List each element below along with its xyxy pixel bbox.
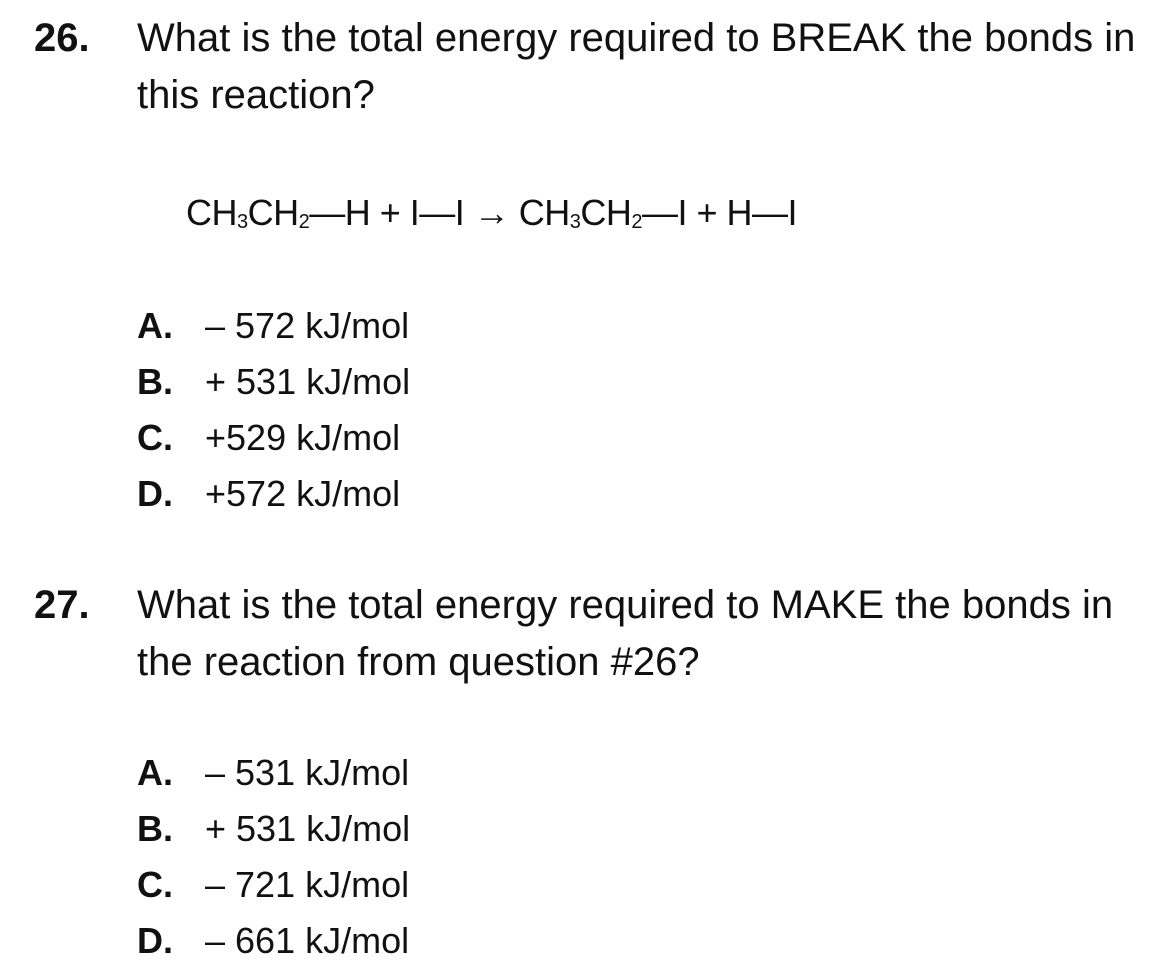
equation-subscript: 3 — [569, 211, 581, 233]
option-value: – 721 kJ/mol — [205, 864, 410, 905]
equation-part: —I + H—I — [642, 192, 798, 233]
option-letter: C. — [137, 864, 173, 905]
answer-options — [137, 298, 410, 522]
option-letter: A. — [137, 305, 173, 346]
option-value: + 531 kJ/mol — [205, 808, 411, 849]
option-letter: B. — [137, 808, 173, 849]
question-number: 26. — [34, 16, 90, 60]
option-value: + 531 kJ/mol — [205, 361, 411, 402]
equation-part: —H + I—I → CH — [309, 192, 570, 233]
answer-option-a[interactable] — [137, 298, 410, 354]
equation-subscript: 3 — [237, 211, 248, 233]
answer-option-b[interactable] — [137, 354, 410, 410]
question-number: 27. — [34, 583, 90, 627]
equation-subscript: 2 — [631, 211, 643, 233]
answer-option-c[interactable] — [137, 410, 410, 466]
option-value: – 572 kJ/mol — [205, 305, 410, 346]
answer-options — [137, 745, 410, 969]
option-letter: B. — [137, 361, 173, 402]
question-text: What is the total energy required to MAKE the bonds in the reaction from question #26? — [137, 583, 1114, 684]
option-letter: D. — [137, 473, 173, 514]
option-value: +572 kJ/mol — [205, 473, 401, 514]
reaction-equation — [186, 191, 797, 235]
question-text: What is the total energy required to BREAK the bonds in this reaction? — [137, 16, 1136, 117]
answer-option-b[interactable] — [137, 801, 410, 857]
equation-part: CH — [580, 192, 632, 233]
equation-part: CH — [247, 192, 299, 233]
question-27 — [0, 577, 1163, 975]
answer-option-d[interactable] — [137, 466, 410, 522]
option-letter: C. — [137, 417, 173, 458]
option-letter: D. — [137, 920, 173, 961]
option-value: +529 kJ/mol — [205, 417, 401, 458]
answer-option-c[interactable] — [137, 857, 410, 913]
option-value: – 661 kJ/mol — [205, 920, 410, 961]
question-26 — [0, 10, 1163, 530]
answer-option-d[interactable] — [137, 913, 410, 969]
equation-part: CH — [186, 192, 237, 233]
answer-option-a[interactable] — [137, 745, 410, 801]
option-value: – 531 kJ/mol — [205, 752, 410, 793]
equation-subscript: 2 — [298, 211, 310, 233]
option-letter: A. — [137, 752, 173, 793]
